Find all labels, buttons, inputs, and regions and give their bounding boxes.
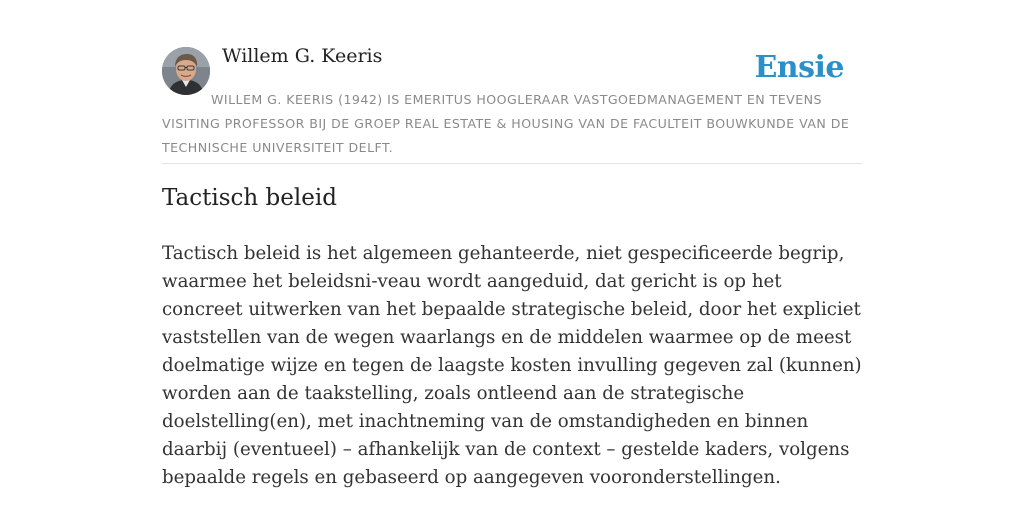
author-bio: WILLEM G. KEERIS (1942) IS EMERITUS HOOGLERAAR VASTGOEDMANAGEMENT EN TEVENS VISITING PROFESSOR BIJ DE GROEP REAL ESTATE & HOUSING VAN DE FACULTEIT BOUWKUNDE VAN DE TECHNISCHE UNIVERSITEIT DELFT. bbox=[162, 92, 850, 155]
article-title: Tactisch beleid bbox=[162, 185, 337, 211]
article-card bbox=[162, 0, 862, 512]
author-name: Willem G. Keeris bbox=[222, 45, 383, 67]
brand-logo[interactable]: Ensie bbox=[754, 50, 844, 85]
article-body: Tactisch beleid is het algemeen gehanteerde, niet gespecificeerde begrip, waarmee het beleidsni-veau wordt aangeduid, dat gericht is op het concreet uitwerken van het bepaalde strategische beleid, door het expliciet vaststellen van de wegen waarlangs en de middelen waarmee op de meest doelmatige wijze en tegen de laagste kosten invulling gegeven zal (kunnen) worden aan de taakstelling, zoals ontleend aan de strategische doelstelling(en), met inachtneming van de omstandigheden en binnen daarbij (eventueel) – afhankelijk van de context – gestelde kaders, volgens bepaalde regels en gebaseerd op aangegeven vooronderstellingen. bbox=[162, 243, 862, 488]
author-header bbox=[162, 0, 862, 164]
